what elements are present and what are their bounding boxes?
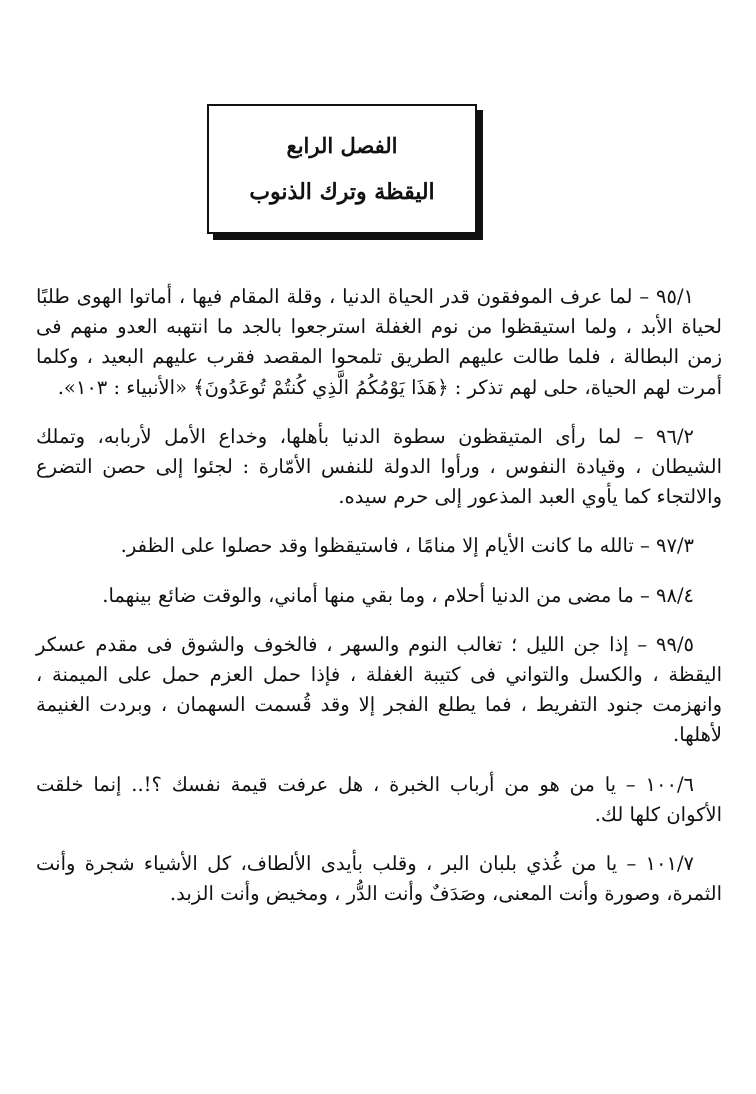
- paragraph-101: [36, 849, 722, 909]
- chapter-title: الفصل الرابع: [286, 133, 398, 158]
- title-frame: [207, 104, 477, 234]
- paragraph-96: [36, 422, 722, 513]
- paragraph-98: [36, 581, 722, 611]
- chapter-title-box: [207, 104, 483, 240]
- paragraph-text: – يا من هو من أرباب الخبرة ، هل عرفت قيمة نفسك ؟!.. إنما خلقت الأكوان كلها لك.: [36, 772, 722, 826]
- paragraph-text: – يا من غُذي بلبان البر ، وقلب بأيدى الألطاف، كل الأشياء شجرة وأنت الثمرة، وصورة وأنت المعنى، وصَدَفٌ وأنت الدُّر ، ومخيض وأنت الزبد.: [36, 852, 722, 906]
- paragraph-text: – إذا جن الليل ؛ تغالب النوم والسهر ، فالخوف والشوق فى مقدم عسكر اليقظة ، والكسل والتواني فى كتيبة الغفلة ، فإذا حمل العزم حمل على الميمنة ، وانهزمت جنود التفريط ، فما يطلع الفجر إلا وقد قُسمت السهمان ، وبردت الغنيمة لأهلها.: [36, 632, 722, 747]
- paragraph-number: ١٠٠/٦: [645, 772, 694, 796]
- paragraph-text: – لما عرف الموفقون قدر الحياة الدنيا ، وقلة المقام فيها ، أماتوا الهوى طلبًا لحياة الأبد ، ولما استيقظوا من نوم الغفلة استرجعوا بالجد ما انتهبه العدو منهم فى زمن البطالة ، فلما طالت عليهم الطريق تلمحوا المقصد فقرب عليهم البعيد ، وكلما أمرت لهم الحياة، حلى لهم تذكر : ﴿هَذَا يَوْمُكُمُ الَّذِي كُنتُمْ تُوعَدُونَ﴾ «الأنبياء : ١٠٣».: [36, 285, 722, 399]
- paragraph-95: [36, 282, 722, 403]
- paragraph-number: ٩٨/٤: [656, 583, 694, 607]
- paragraph-97: [36, 531, 722, 561]
- chapter-subtitle: اليقظة وترك الذنوب: [249, 179, 435, 205]
- paragraph-99: [36, 630, 722, 751]
- paragraph-number: ٩٩/٥: [656, 632, 694, 656]
- paragraph-number: ٩٧/٣: [656, 534, 694, 558]
- chapter-body: [36, 282, 722, 928]
- paragraph-text: – تالله ما كانت الأيام إلا منامًا ، فاستيقظوا وقد حصلوا على الظفر.: [120, 534, 650, 558]
- paragraph-text: – لما رأى المتيقظون سطوة الدنيا بأهلها، وخداع الأمل لأربابه، وتملك الشيطان ، وقيادة النفوس ، ورأوا الدولة للنفس الأمّارة : لجئوا إلى حصن التضرع والالتجاء كما يأوي العبد المذعور إلى حرم سيده.: [36, 424, 722, 509]
- paragraph-number: ١٠١/٧: [645, 852, 694, 876]
- paragraph-100: [36, 770, 722, 830]
- paragraph-number: ٩٦/٢: [656, 424, 694, 448]
- paragraph-text: – ما مضى من الدنيا أحلام ، وما بقي منها أماني، والوقت ضائع بينهما.: [102, 583, 650, 607]
- paragraph-number: ٩٥/١: [656, 285, 694, 308]
